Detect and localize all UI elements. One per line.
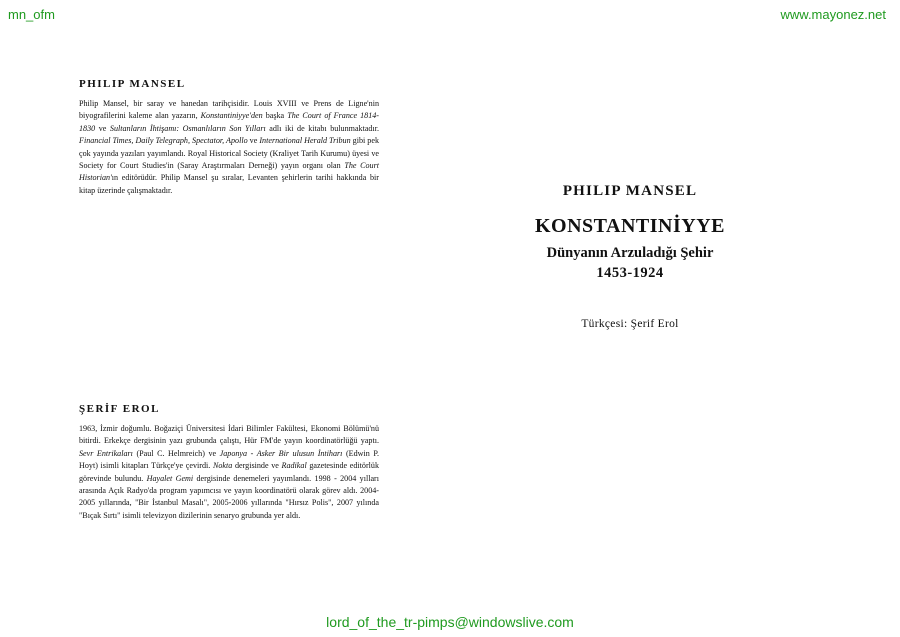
- watermark-top-left: mn_ofm: [8, 7, 55, 22]
- watermark-top-right: www.mayonez.net: [780, 7, 886, 22]
- translator-bio-heading: ŞERİF EROL: [79, 403, 160, 415]
- watermark-bottom: lord_of_the_tr-pimps@windowslive.com: [326, 614, 574, 630]
- translator-bio-text: 1963, İzmir doğumlu. Boğaziçi Üniversitesi İdari Bilimler Fakültesi, Ekonomi Bölümü'nü bitirdi. Erkekçe dergisinin yazı grubunda çalıştı, Hür FM'de yayın koordinatörlüğü yaptı. Sevr Entrikaları (Paul C. Helmreich) ve Japonya - Asker Bir ulusun İntiharı (Edwin P. Hoyt) isimli kitapları Türkçe'ye çevirdi. Nokta dergisinde ve Radikal gazetesinde editörlük görevinde bulundu. Hayalet Gemi dergisinde denemeleri yayımlandı. 1998 - 2004 yılları arasında Açık Radyo'da program yapımcısı ve yayın koordinatörü olarak görev aldı. 2004-2005 yıllarında, "Bir İstanbul Masalı", 2005-2006 yıllarında "Hırsız Polis", 2007 yılında "Bıçak Sırtı" isimli televizyon dizilerinin senaryo grubunda yer aldı.: [79, 424, 379, 520]
- book-subtitle: Dünyanın Arzuladığı Şehir: [546, 245, 714, 261]
- book-title: KONSTANTINİYYE: [535, 215, 725, 237]
- author-bio-heading: PHILIP MANSEL: [79, 78, 186, 90]
- translator-credit: Türkçesi: Şerif Erol: [581, 318, 679, 330]
- translator-bio-section: [79, 403, 379, 522]
- author-bio-text: Philip Mansel, bir saray ve hanedan tarihçisidir. Louis XVIII ve Prens de Ligne'nin biyografilerini kaleme alan yazarın, Konstantiniyye'den başka The Court of France 1814-1830 ve Sultanların İhtişamı: Osmanlıların Son Yılları adlı iki de kitabı bulunmaktadır. Financial Times, Daily Telegraph, Spectator, Apollo ve International Herald Tribun gibi pek çok yayında yazıları yayımlandı. Royal Historical Society (Kraliyet Tarih Kurumu) üyesi ve Society for Court Studies'in (Saray Araştırmaları Derneği) yayın organı olan The Court Historian'ın editörüdür. Philip Mansel şu sıralar, Levanten şehirlerin tarihi hakkında bir kitap üzerinde çalışmaktadır.: [79, 99, 379, 195]
- book-years: 1453-1924: [596, 265, 664, 281]
- author-bio-section: [79, 78, 379, 197]
- title-page-author: PHILIP MANSEL: [562, 183, 698, 199]
